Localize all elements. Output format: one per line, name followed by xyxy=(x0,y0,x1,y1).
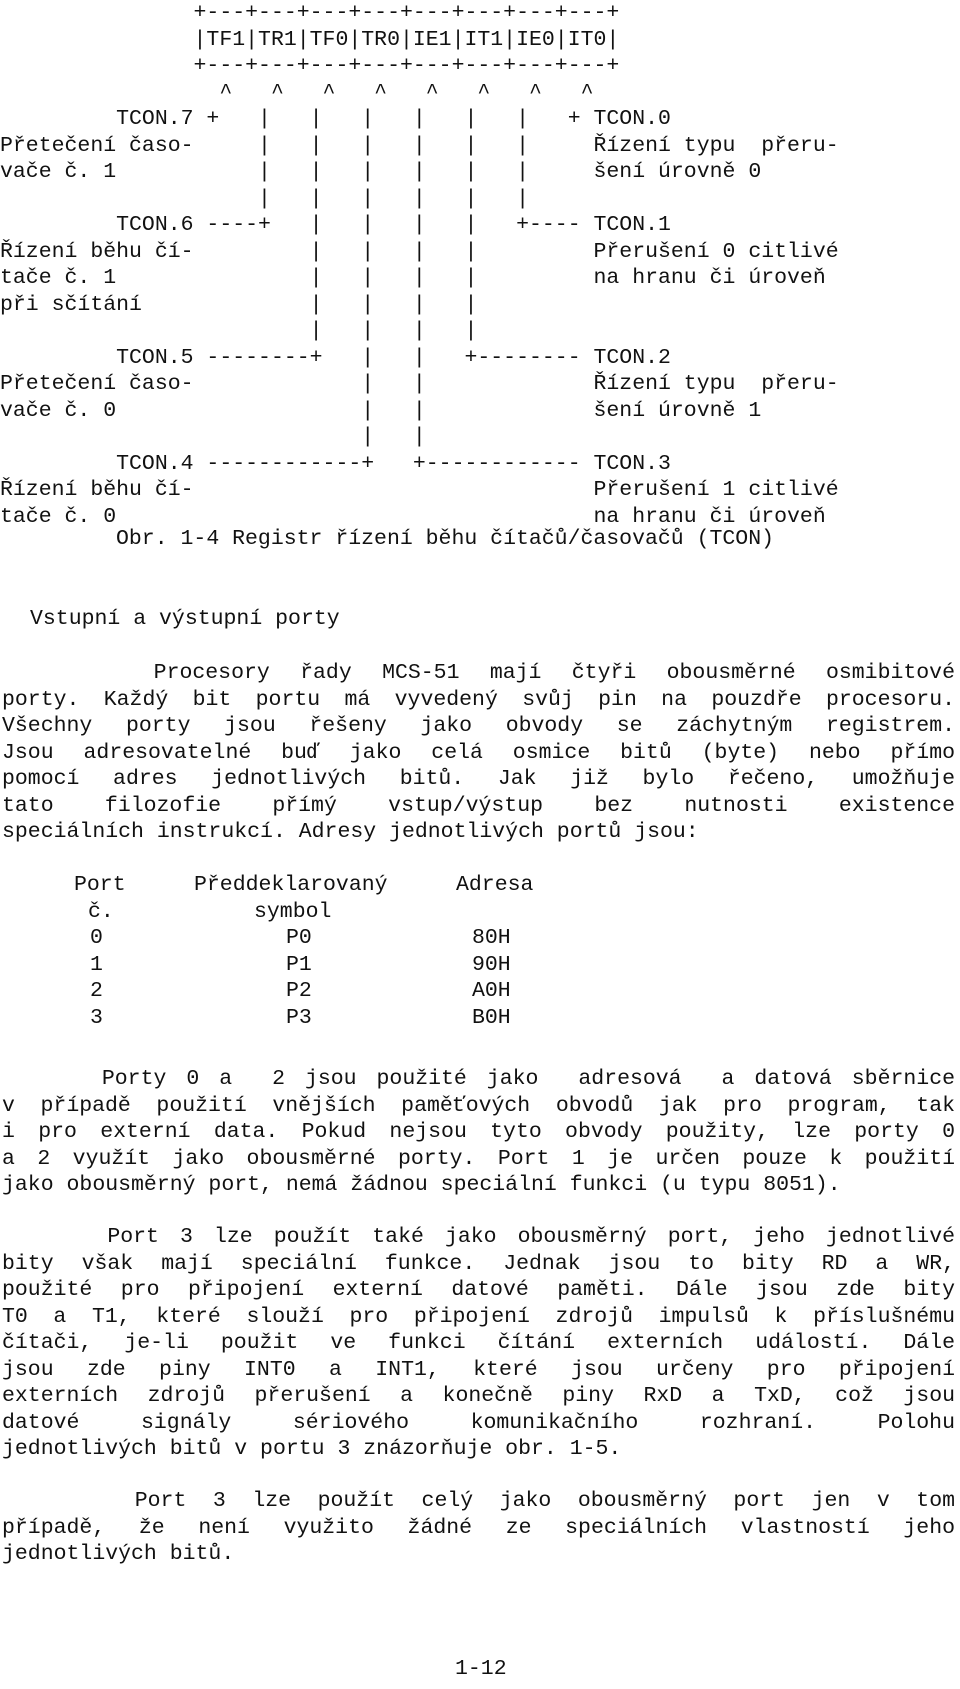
subheader-empty xyxy=(456,899,566,926)
section-title: Vstupní a výstupní porty xyxy=(30,607,340,631)
paragraph-line: čítači, je-li použit ve funkci čítání externích událostí. Dále xyxy=(2,1331,955,1355)
paragraph-line: Procesory řady MCS-51 mají čtyři obousměrné osmibitové xyxy=(2,661,955,685)
table-row xyxy=(74,952,566,979)
header-port: Port xyxy=(74,873,126,897)
figure-caption: Obr. 1-4 Registr řízení běhu čítačů/časovačů (TCON) xyxy=(116,527,775,551)
header-address: Adresa xyxy=(456,873,534,897)
cell-port-number: 3 xyxy=(90,1005,103,1030)
paragraph-line: Port 3 lze použít celý jako obousměrný port jen v tom xyxy=(2,1489,955,1513)
cell-symbol: P3 xyxy=(286,1005,312,1030)
diagram-line: +---+---+---+---+---+---+---+---+ xyxy=(0,54,620,78)
diagram-line: TCON.6 ----+ | | | | +---- TCON.1 xyxy=(0,213,671,237)
subheader-number: č. xyxy=(88,899,114,924)
cell-address: 80H xyxy=(472,926,511,950)
diagram-line: | | | | xyxy=(0,319,478,343)
paragraph-ports-intro xyxy=(2,660,955,846)
cell-port-number: 1 xyxy=(90,952,103,977)
cell-port-number: 0 xyxy=(90,926,103,950)
diagram-line: | | | | | | xyxy=(0,186,529,211)
paragraph-ports-0-2 xyxy=(2,1066,955,1199)
diagram-line: ^ ^ ^ ^ ^ ^ ^ ^ xyxy=(0,80,594,105)
cell-symbol: P0 xyxy=(286,926,312,950)
diagram-line: vače č. 0 | | šení úrovně 1 xyxy=(0,398,762,423)
diagram-line: Přetečení časo- | | Řízení typu přeru- xyxy=(0,372,839,396)
table-subheader-row xyxy=(74,899,566,926)
paragraph-line: i pro externí data. Pokud nejsou tyto obvody použity, lze porty 0 xyxy=(2,1120,955,1144)
diagram-line: TCON.7 + | | | | | | + TCON.0 xyxy=(0,107,671,131)
diagram-line: TCON.5 --------+ | | +-------- TCON.2 xyxy=(0,345,671,370)
paragraph-line: bity však mají speciální funkce. Jednak jsou to bity RD a WR, xyxy=(2,1251,955,1276)
paragraph-line: jako obousměrný port, nemá žádnou speciální funkci (u typu 8051). xyxy=(2,1173,841,1197)
diagram-line: Řízení běhu čí- Přerušení 1 citlivé xyxy=(0,478,839,502)
header-symbol: Předdeklarovaný xyxy=(194,873,388,897)
paragraph-line: jsou zde piny INT0 a INT1, které jsou určeny pro připojení xyxy=(2,1357,955,1382)
cell-address: A0H xyxy=(472,979,511,1003)
cell-symbol: P1 xyxy=(286,952,312,977)
diagram-line: tače č. 1 | | | | na hranu či úroveň xyxy=(0,266,826,290)
diagram-line: TCON.4 ------------+ +------------ TCON.3 xyxy=(0,451,671,476)
table-row xyxy=(74,1005,566,1032)
paragraph-port-3-general xyxy=(2,1488,955,1568)
page-number: 1-12 xyxy=(455,1657,507,1681)
cell-address: 90H xyxy=(472,952,511,977)
paragraph-line: Porty 0 a 2 jsou použité jako adresová a datová sběrnice xyxy=(2,1067,955,1091)
diagram-line: | | xyxy=(0,425,426,449)
table-row xyxy=(74,978,566,1005)
paragraph-line: porty. Každý bit portu má vyvedený svůj pin na pouzdře procesoru. xyxy=(2,687,955,712)
paragraph-line: případě, že není využito žádné ze speciálních vlastností jeho xyxy=(2,1515,955,1540)
diagram-line: +---+---+---+---+---+---+---+---+ xyxy=(0,1,620,25)
diagram-line: tače č. 0 na hranu či úroveň xyxy=(0,504,826,529)
paragraph-line: tato filozofie přímý vstup/výstup bez nutnosti existence xyxy=(2,793,955,818)
table-header-row xyxy=(74,872,566,899)
paragraph-line: externích zdrojů přerušení a konečně piny RxD a TxD, což jsou xyxy=(2,1384,955,1408)
diagram-line: |TF1|TR1|TF0|TR0|IE1|IT1|IE0|IT0| xyxy=(0,27,620,52)
paragraph-line: speciálních instrukcí. Adresy jednotlivých portů jsou: xyxy=(2,820,699,844)
paragraph-line: použité pro připojení externí datové paměti. Dále jsou zde bity xyxy=(2,1278,955,1302)
cell-address: B0H xyxy=(472,1005,511,1030)
paragraph-line: jednotlivých bitů v portu 3 znázorňuje obr. 1-5. xyxy=(2,1437,622,1461)
diagram-line: Řízení běhu čí- | | | | Přerušení 0 citlivé xyxy=(0,239,839,264)
table-row xyxy=(74,925,566,952)
subheader-symbol: symbol xyxy=(254,899,332,924)
paragraph-line: a 2 využít jako obousměrné porty. Port 1 je určen pouze k použití xyxy=(2,1146,955,1171)
port-address-table xyxy=(74,872,566,1031)
cell-port-number: 2 xyxy=(90,979,103,1003)
paragraph-line: pomocí adres jednotlivých bitů. Jak již bylo řečeno, umožňuje xyxy=(2,767,955,791)
tcon-register-diagram xyxy=(0,0,839,530)
paragraph-line: Jsou adresovatelné buď jako celá osmice bitů (byte) nebo přímo xyxy=(2,740,955,765)
paragraph-line: jednotlivých bitů. xyxy=(2,1542,235,1566)
cell-symbol: P2 xyxy=(286,979,312,1003)
diagram-line: při sčítání | | | | xyxy=(0,292,478,317)
diagram-line: Přetečení časo- | | | | | | Řízení typu přeru- xyxy=(0,133,839,158)
paragraph-line: Port 3 lze použít také jako obousměrný port, jeho jednotlivé xyxy=(2,1225,955,1249)
paragraph-line: Všechny porty jsou řešeny jako obvody se záchytným registrem. xyxy=(2,714,955,738)
paragraph-line: v případě použití vnějších paměťových obvodů jak pro program, tak xyxy=(2,1093,955,1118)
diagram-line: vače č. 1 | | | | | | šení úrovně 0 xyxy=(0,160,762,184)
paragraph-line: T0 a T1, které slouží pro připojení zdrojů impulsů k příslušnému xyxy=(2,1304,955,1329)
paragraph-port-3 xyxy=(2,1224,955,1463)
paragraph-line: datové signály sériového komunikačního rozhraní. Polohu xyxy=(2,1410,955,1435)
